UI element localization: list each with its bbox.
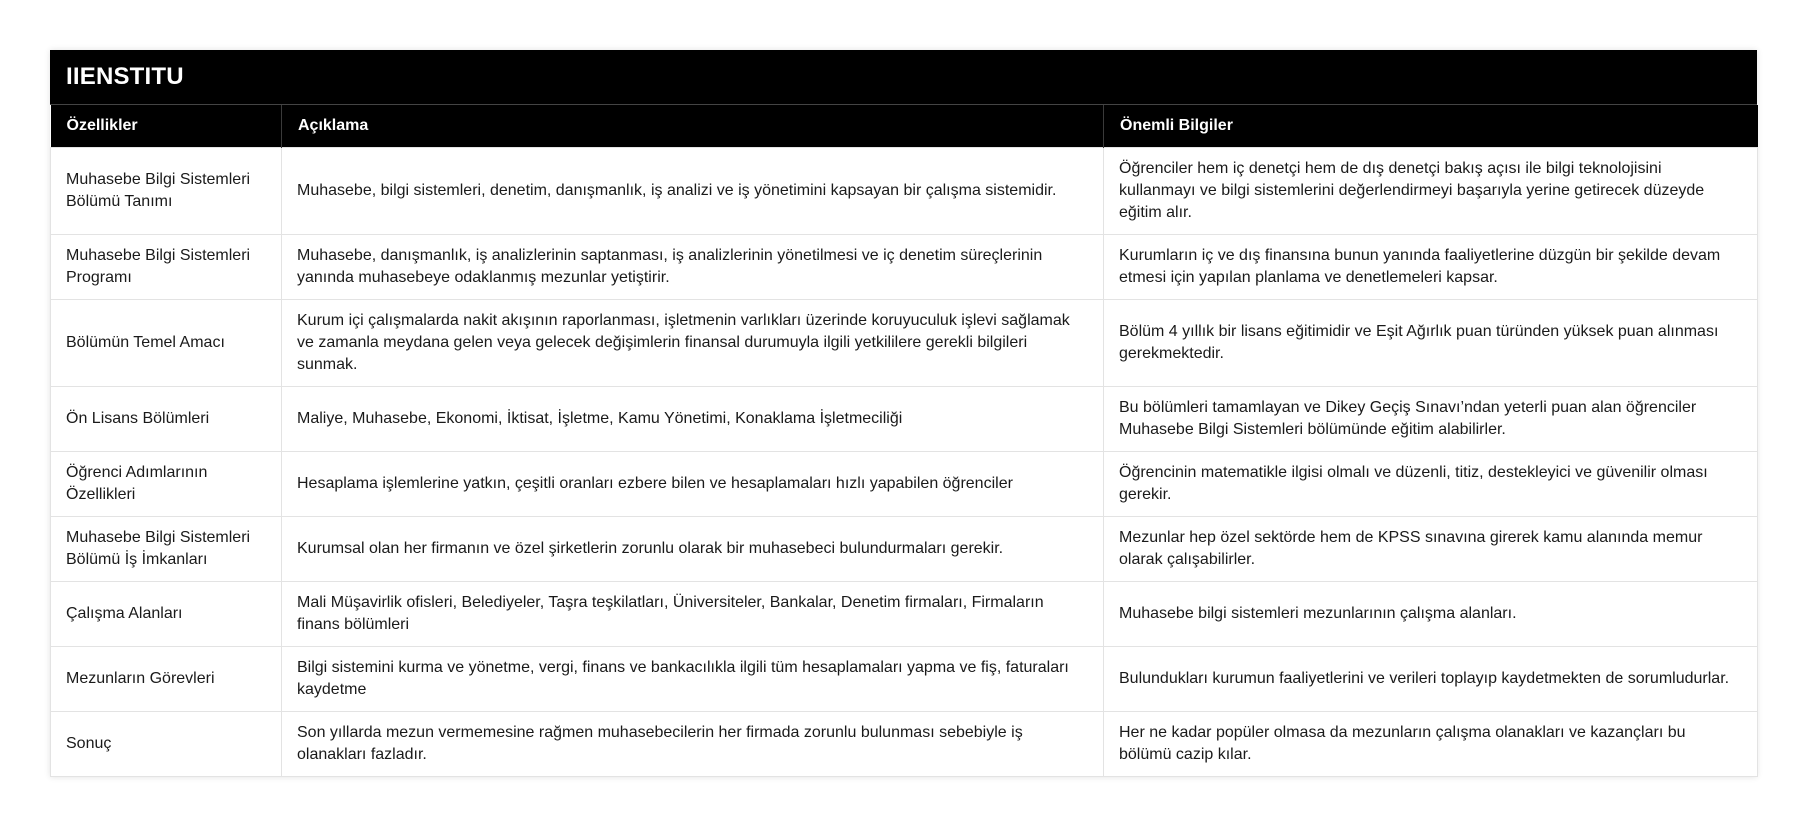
description-cell: Maliye, Muhasebe, Ekonomi, İktisat, İşletme, Kamu Yönetimi, Konaklama İşletmeciliği [282,387,1104,452]
column-header-important-info: Önemli Bilgiler [1104,105,1758,148]
feature-cell: Mezunların Görevleri [51,647,282,712]
feature-cell: Bölümün Temel Amacı [51,300,282,387]
feature-cell: Öğrenci Adımlarının Özellikleri [51,452,282,517]
description-cell: Hesaplama işlemlerine yatkın, çeşitli oranları ezbere bilen ve hesaplamaları hızlı yapabilen öğrenciler [282,452,1104,517]
info-table [50,105,1758,777]
table-row [51,712,1758,777]
description-cell: Bilgi sistemini kurma ve yönetme, vergi, finans ve bankacılıkla ilgili tüm hesaplamaları yapma ve fiş, faturaları kaydetme [282,647,1104,712]
table-row [51,387,1758,452]
column-header-features: Özellikler [51,105,282,148]
info-cell: Her ne kadar popüler olmasa da mezunların çalışma olanakları ve kazançları bu bölümü cazip kılar. [1104,712,1758,777]
info-cell: Muhasebe bilgi sistemleri mezunlarının çalışma alanları. [1104,582,1758,647]
column-header-description: Açıklama [282,105,1104,148]
table-row [51,647,1758,712]
feature-cell: Çalışma Alanları [51,582,282,647]
table-row [51,517,1758,582]
info-cell: Bu bölümleri tamamlayan ve Dikey Geçiş Sınavı’ndan yeterli puan alan öğrenciler Muhasebe Bilgi Sistemleri bölümünde eğitim alabilirler. [1104,387,1758,452]
table-row [51,582,1758,647]
table-row [51,235,1758,300]
description-cell: Muhasebe, danışmanlık, iş analizlerinin saptanması, iş analizlerinin yönetilmesi ve iç denetim süreçlerinin yanında muhasebeye odaklanmış mezunlar yetiştirir. [282,235,1104,300]
description-cell: Mali Müşavirlik ofisleri, Belediyeler, Taşra teşkilatları, Üniversiteler, Bankalar, Denetim firmaları, Firmaların finans bölümleri [282,582,1104,647]
description-cell: Muhasebe, bilgi sistemleri, denetim, danışmanlık, iş analizi ve iş yönetimini kapsayan bir çalışma sistemidir. [282,148,1104,235]
description-cell: Son yıllarda mezun vermemesine rağmen muhasebecilerin her firmada zorunlu bulunması sebebiyle iş olanakları fazladır. [282,712,1104,777]
feature-cell: Sonuç [51,712,282,777]
feature-cell: Ön Lisans Bölümleri [51,387,282,452]
brand-title: IIENSTITU [66,63,184,90]
info-cell: Bölüm 4 yıllık bir lisans eğitimidir ve Eşit Ağırlık puan türünden yüksek puan alınması gerekmektedir. [1104,300,1758,387]
brand-banner [50,50,1757,105]
info-cell: Bulundukları kurumun faaliyetlerini ve verileri toplayıp kaydetmekten de sorumludurlar. [1104,647,1758,712]
table-row [51,300,1758,387]
feature-cell: Muhasebe Bilgi Sistemleri Bölümü Tanımı [51,148,282,235]
info-cell: Öğrenciler hem iç denetçi hem de dış denetçi bakış açısı ile bilgi teknolojisini kullanmayı ve bilgi sistemlerini değerlendirmeyi başarıyla yerine getirecek düzeyde eğitim alır. [1104,148,1758,235]
feature-cell: Muhasebe Bilgi Sistemleri Bölümü İş İmkanları [51,517,282,582]
table-row [51,148,1758,235]
description-cell: Kurumsal olan her firmanın ve özel şirketlerin zorunlu olarak bir muhasebeci bulundurmaları gerekir. [282,517,1104,582]
table-header-row [51,105,1758,148]
feature-cell: Muhasebe Bilgi Sistemleri Programı [51,235,282,300]
info-cell: Kurumların iç ve dış finansına bunun yanında faaliyetlerine düzgün bir şekilde devam etmesi için yapılan planlama ve denetlemeleri kapsar. [1104,235,1758,300]
info-table-card [50,50,1757,777]
description-cell: Kurum içi çalışmalarda nakit akışının raporlanması, işletmenin varlıkları üzerinde koruyuculuk işlevi sağlamak ve zamanla meydana gelen veya gelecek değişimlerin finansal durumuyla ilgili yetkililere gerekli bilgileri sunmak. [282,300,1104,387]
table-row [51,452,1758,517]
info-cell: Mezunlar hep özel sektörde hem de KPSS sınavına girerek kamu alanında memur olarak çalışabilirler. [1104,517,1758,582]
info-cell: Öğrencinin matematikle ilgisi olmalı ve düzenli, titiz, destekleyici ve güvenilir olması gerekir. [1104,452,1758,517]
